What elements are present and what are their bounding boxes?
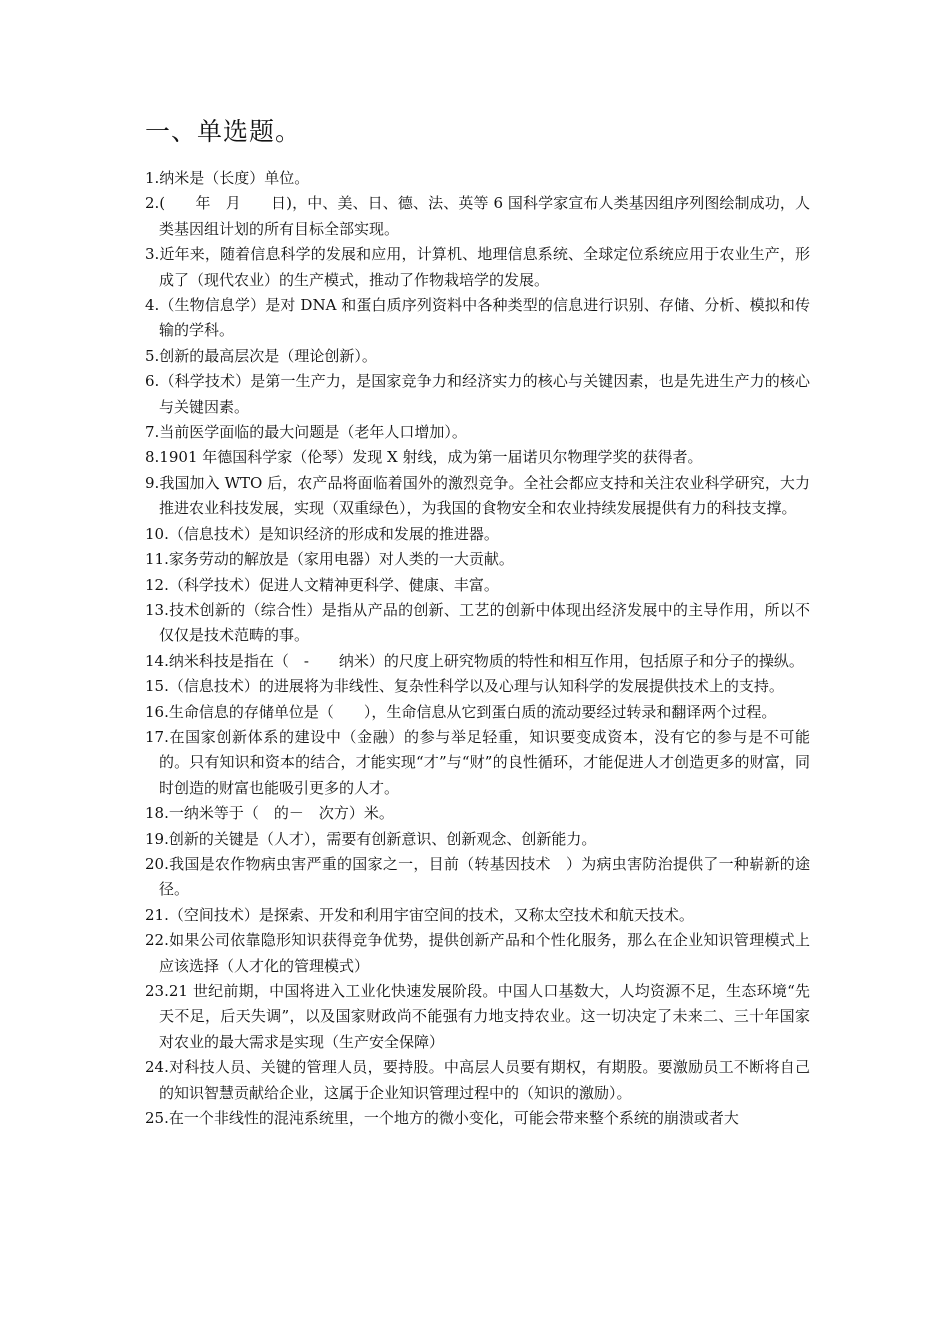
question-item: 18.一纳米等于（ 的－ 次方）米。 [145, 804, 394, 823]
question-item: 9.我国加入 WTO 后，农产品将面临着国外的激烈竞争。全社会都应支持和关注农业科学研究，大力推进农业科技发展，实现（双重绿色），为我国的食物安全和农业持续发展提供有力的科技支撑。 [145, 473, 810, 518]
question-item: 11.家务劳动的解放是（家用电器）对人类的一大贡献。 [145, 550, 514, 569]
question-item: 20.我国是农作物病虫害严重的国家之一，目前（转基因技术 ）为病虫害防治提供了一种崭新的途径。 [145, 854, 810, 899]
question-item: 16.生命信息的存储单位是（ ），生命信息从它到蛋白质的流动要经过转录和翻译两个过程。 [145, 702, 777, 721]
section-heading: 一、单选题。 [145, 117, 302, 146]
question-item: 2.( 年 月 日)，中、美、日、德、法、英等 6 国科学家宣布人类基因组序列图绘制成功，人类基因组计划的所有目标全部实现。 [145, 194, 810, 238]
question-list [145, 166, 810, 1131]
question-item: 3.近年来，随着信息科学的发展和应用，计算机、地理信息系统、全球定位系统应用于农业生产，形成了（现代农业）的生产模式，推动了作物栽培学的发展。 [145, 245, 810, 289]
question-item: 10.（信息技术）是知识经济的形成和发展的推进器。 [145, 524, 499, 543]
question-item: 25.在一个非线性的混沌系统里，一个地方的微小变化，可能会带来整个系统的崩溃或者大 [145, 1109, 739, 1128]
question-item: 17.在国家创新体系的建设中（金融）的参与举足轻重，知识要变成资本，没有它的参与是不可能的。只有知识和资本的结合，才能实现“才”与“财”的良性循环，才能促进人才创造更多的财富，同时创造的财富也能吸引更多的人才。 [145, 727, 810, 797]
question-item: 23.21 世纪前期，中国将进入工业化快速发展阶段。中国人口基数大，人均资源不足，生态环境“先天不足，后天失调”，以及国家财政尚不能强有力地支持农业。这一切决定了未来二、三十年国家对农业的最大需求是实现（生产安全保障） [145, 982, 810, 1051]
question-item: 4.（生物信息学）是对 DNA 和蛋白质序列资料中各种类型的信息进行识别、存储、分析、模拟和传输的学科。 [145, 296, 810, 340]
question-item: 8.1901 年德国科学家（伦琴）发现 X 射线，成为第一届诺贝尔物理学奖的获得者。 [145, 448, 703, 467]
question-item: 24.对科技人员、关键的管理人员，要持股。中高层人员要有期权，有期股。要激励员工不断将自己的知识智慧贡献给企业，这属于企业知识管理过程中的（知识的激励）。 [145, 1058, 810, 1102]
question-item: 13.技术创新的（综合性）是指从产品的创新、工艺的创新中体现出经济发展中的主导作用，所以不仅仅是技术范畴的事。 [145, 600, 810, 645]
question-item: 6.（科学技术）是第一生产力，是国家竞争力和经济实力的核心与关键因素，也是先进生产力的核心与关键因素。 [145, 372, 810, 416]
question-item: 15.（信息技术）的进展将为非线性、复杂性科学以及心理与认知科学的发展提供技术上的支持。 [145, 677, 784, 696]
question-item: 19.创新的关键是（人才），需要有创新意识、创新观念、创新能力。 [145, 829, 597, 848]
question-item: 22.如果公司依靠隐形知识获得竞争优势，提供创新产品和个性化服务，那么在企业知识管理模式上应该选择（人才化的管理模式） [145, 931, 810, 975]
question-item: 1.纳米是（长度）单位。 [145, 169, 310, 187]
question-item: 12.（科学技术）促进人文精神更科学、健康、丰富。 [145, 575, 499, 594]
question-item: 7.当前医学面临的最大问题是（老年人口增加）。 [145, 423, 467, 442]
question-item: 21.（空间技术）是探索、开发和利用宇宙空间的技术，又称太空技术和航天技术。 [145, 905, 694, 924]
question-item: 14.纳米科技是指在（ - 纳米）的尺度上研究物质的特性和相互作用，包括原子和分子的操纵。 [145, 651, 804, 670]
question-item: 5.创新的最高层次是（理论创新）。 [145, 346, 377, 365]
